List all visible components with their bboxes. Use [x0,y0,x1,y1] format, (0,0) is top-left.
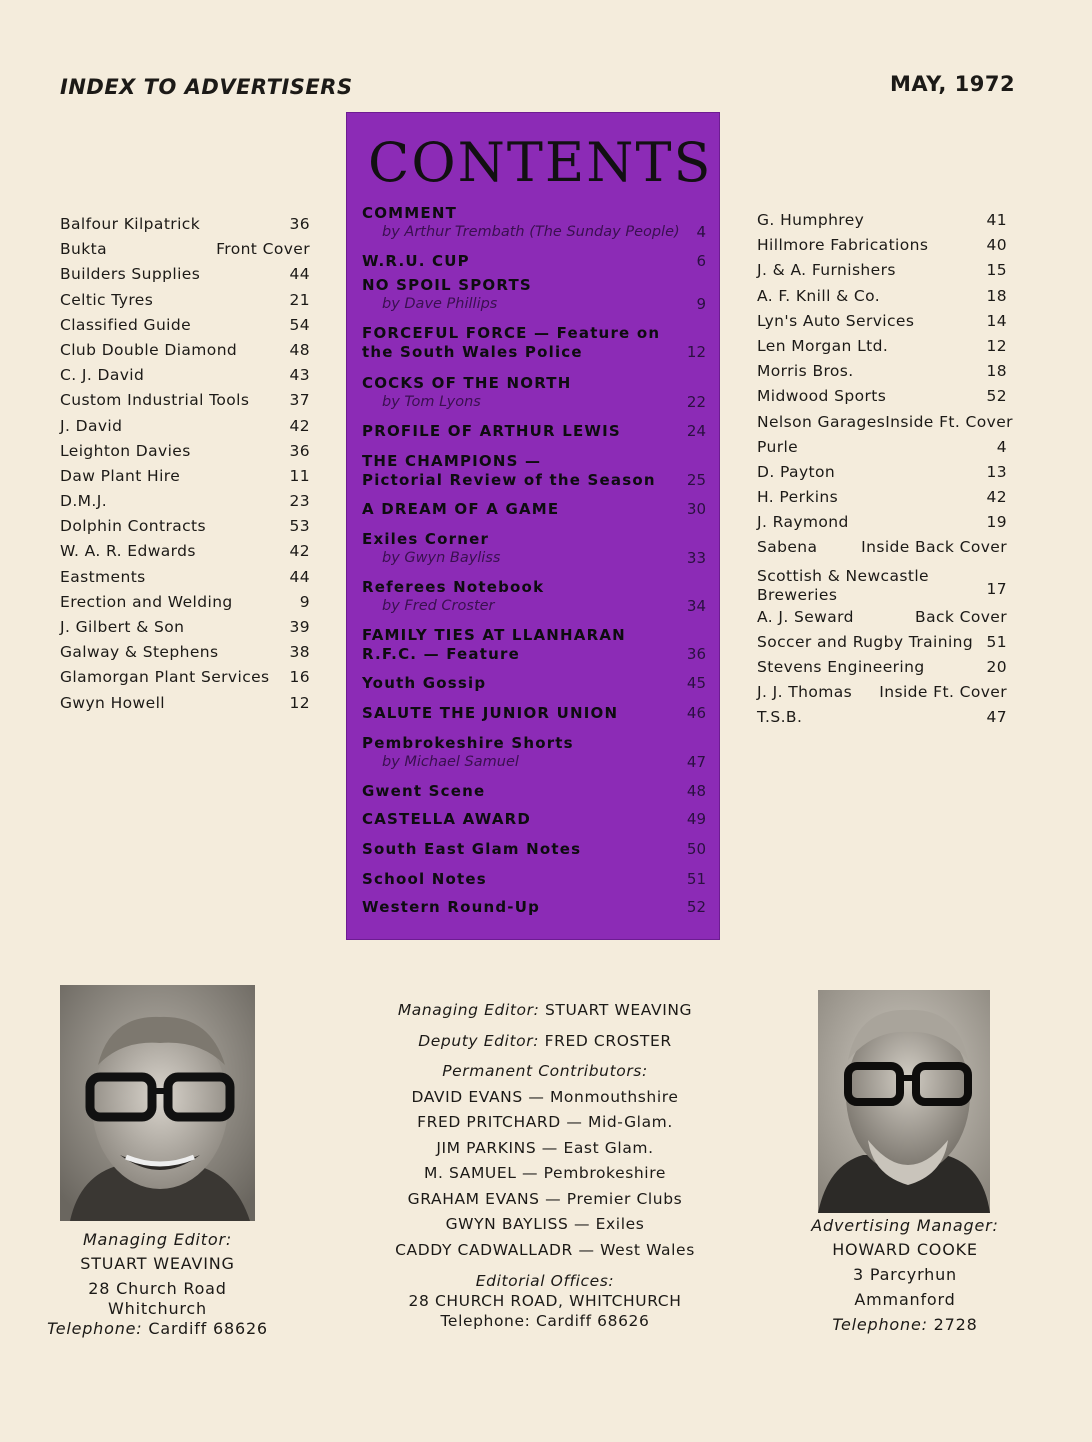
contributors-list [340,1085,750,1264]
advertiser-row [60,565,310,590]
advertiser-name-cont: Breweries [757,585,838,604]
advertiser-name: Lyn's Auto Services [757,311,915,330]
advertiser-name: A. F. Knill & Co. [757,286,881,305]
contents-entry-title-cont: R.F.C. — Feature [362,645,520,663]
advertiser-name: Midwood Sports [757,387,887,406]
contents-entry-byline: by Michael Samuel [382,754,519,770]
advertiser-row [757,410,1013,435]
contents-entry-title: FORCEFUL FORCE — Feature on [362,324,661,342]
advertiser-page: 19 [986,513,1007,532]
advertiser-page: 48 [289,340,310,359]
advertiser-name: Celtic Tyres [60,290,154,309]
issue-date: MAY, 1972 [890,72,1016,96]
advertiser-page: 38 [289,643,310,662]
advertising-manager-photo [818,990,990,1213]
advertising-manager-caption [800,1216,1010,1335]
advertiser-page: 14 [986,311,1007,330]
managing-editor-caption [40,1230,275,1339]
contents-entry-title: SALUTE THE JUNIOR UNION [362,704,619,722]
advertiser-row [757,605,1007,630]
advertiser-page: 4 [996,437,1007,456]
advertiser-row [60,414,310,439]
advertiser-row [757,284,1007,309]
advertiser-name: Stevens Engineering [757,658,925,676]
contents-entry-page: 6 [696,252,706,270]
advertiser-row [60,615,310,640]
caption-address2: Whitchurch [108,1299,207,1318]
contents-entry-title: Pembrokeshire Shorts [362,734,574,752]
contents-entry-title: COCKS OF THE NORTH [362,374,572,392]
contents-entry-page: 30 [686,500,706,518]
deputy-editor-name: FRED CROSTER [544,1031,672,1050]
contents-entry-title: CASTELLA AWARD [362,810,532,828]
advertiser-row [757,535,1007,560]
contributor-line: GWYN BAYLISS — Exiles [445,1215,645,1233]
advertiser-page: 13 [986,462,1007,481]
advertiser-name: Erection and Welding [60,592,233,611]
advertiser-row [757,680,1007,705]
contributors-label: Permanent Contributors: [442,1062,648,1080]
contents-entry-page: 47 [686,753,706,771]
advertiser-name: Balfour Kilpatrick [60,215,201,233]
advertiser-row [757,510,1007,535]
advertiser-name: C. J. David [60,366,145,385]
advertiser-row [60,388,310,413]
advertiser-page: 23 [289,492,310,511]
advertiser-name: J. Gilbert & Son [60,618,185,636]
contributor-line: DAVID EVANS — Monmouthshire [411,1087,679,1106]
advertiser-name: Eastments [60,567,146,586]
advertiser-page: Back Cover [915,607,1007,626]
contents-entry [362,704,712,723]
caption-tel-value: Cardiff 68626 [148,1319,268,1338]
offices-label: Editorial Offices: [475,1272,615,1290]
advertiser-name: Purle [757,437,799,456]
advertiser-page: Inside Back Cover [861,538,1007,557]
advertiser-page: 42 [289,542,310,561]
advertiser-page: 36 [289,441,310,460]
caption-name: HOWARD COOKE [832,1240,978,1259]
contents-entry-title: A DREAM OF A GAME [362,500,560,518]
contents-entry [362,452,712,490]
contributor-line: CADDY CADWALLADR — West Wales [395,1240,695,1259]
offices-telephone: Telephone: Cardiff 68626 [440,1312,650,1330]
advertiser-row [60,691,310,716]
contents-entry-title: South East Glam Notes [362,840,582,858]
contents-entry [362,626,712,664]
contents-entry-title-cont: Pictorial Review of the Season [362,471,656,489]
advertiser-row [757,208,1007,233]
advertiser-page: 47 [986,708,1007,727]
contents-entry [362,578,712,616]
contents-entry-byline: by Gwyn Bayliss [382,550,501,566]
contents-entry [362,422,712,441]
contents-entry-page: 49 [686,810,706,828]
advertiser-name: Scottish & Newcastle [757,566,929,585]
advertiser-page: 39 [289,618,310,636]
contributor-line: M. SAMUEL — Pembrokeshire [424,1164,666,1182]
contents-title: CONTENTS [368,131,713,194]
advertiser-row [60,640,310,665]
contents-entry [362,870,712,889]
advertiser-row [60,212,310,237]
contents-entry-page: 48 [686,782,706,800]
contributor-line: FRED PRITCHARD — Mid-Glam. [417,1113,673,1131]
deputy-editor-label: Deputy Editor: [418,1031,540,1050]
contents-entry-page: 9 [696,295,706,313]
contents-entry-title-cont: the South Wales Police [362,343,583,361]
contents-entry [362,782,712,801]
advertiser-page: 41 [986,211,1007,229]
advertiser-row [60,237,310,262]
advertiser-row [60,665,310,690]
contents-entry-title: School Notes [362,870,487,888]
advertiser-row [757,233,1007,258]
managing-editor-label: Managing Editor: [397,1001,540,1019]
advertiser-name: Club Double Diamond [60,340,238,359]
advertiser-name: D.M.J. [60,492,108,511]
contents-entry-title: Youth Gossip [362,674,487,692]
advertiser-name: Dolphin Contracts [60,517,206,536]
caption-tel-label: Telephone: [47,1319,143,1338]
contents-entry [362,324,712,362]
advertiser-row [60,288,310,313]
contents-entry-title: NO SPOIL SPORTS [362,276,532,294]
advertiser-row [757,359,1007,384]
caption-role: Managing Editor: [82,1230,233,1249]
advertiser-name: J. J. Thomas [757,683,853,702]
advertiser-name: A. J. Seward [757,607,854,626]
advertiser-page: 54 [289,315,310,334]
advertiser-page: 21 [289,290,310,309]
contents-entry [362,898,712,917]
advertiser-page: 11 [289,466,310,485]
advertiser-row [757,655,1007,680]
advertiser-page: 36 [289,215,310,233]
advertiser-row [60,514,310,539]
advertiser-list-left [60,212,310,716]
advertiser-row [60,338,310,363]
advertiser-page: 20 [986,658,1007,676]
advertiser-row [757,485,1007,510]
advertiser-row [757,309,1007,334]
advertiser-row [60,262,310,287]
advertiser-page: 53 [289,517,310,536]
caption-name: STUART WEAVING [80,1254,235,1273]
contents-entry-page: 51 [686,870,706,888]
advertiser-page: 52 [986,387,1007,406]
advertiser-name: Gwyn Howell [60,693,165,712]
contents-entry-title: W.R.U. CUP [362,252,470,270]
contents-panel [346,112,720,940]
contents-entry [362,252,712,271]
advertiser-page: 42 [986,488,1007,507]
contents-entry-byline: by Fred Croster [382,598,495,614]
caption-tel-value: 2728 [933,1315,978,1334]
contents-entry-title: Referees Notebook [362,578,545,596]
advertiser-name: Custom Industrial Tools [60,391,250,410]
contributor-line: JIM PARKINS — East Glam. [436,1138,654,1157]
managing-editor-name: STUART WEAVING [544,1001,693,1019]
advertiser-row [757,460,1007,485]
contents-entry [362,276,712,314]
contents-entry-page: 52 [686,898,706,916]
advertiser-page: Front Cover [216,240,310,259]
advertiser-name: Galway & Stephens [60,643,219,662]
advertiser-row [757,334,1007,359]
contents-entry-page: 4 [696,223,706,241]
advertiser-row [60,489,310,514]
advertiser-name: G. Humphrey [757,211,865,229]
advertiser-name: J. & A. Furnishers [757,261,896,280]
advertiser-page: 42 [289,416,310,435]
advertiser-name: D. Payton [757,462,836,481]
advertiser-row [60,590,310,615]
advertiser-page: 44 [289,265,310,284]
contents-entry-page: 46 [686,704,706,722]
advertiser-row [757,258,1007,283]
caption-role: Advertising Manager: [811,1216,999,1235]
contents-entry [362,674,712,693]
contents-entry [362,810,712,829]
advertiser-name: Sabena [757,538,818,557]
contents-entry-page: 25 [686,471,706,489]
advertiser-name: W. A. R. Edwards [60,542,196,561]
advertiser-row [60,539,310,564]
contents-entry-title: Exiles Corner [362,530,490,548]
contents-entry-page: 33 [686,549,706,567]
advertiser-page: 43 [289,366,310,385]
contents-entry-page: 45 [686,674,706,692]
contents-entry-title: FAMILY TIES AT LLANHARAN [362,626,626,644]
contents-entry-title: Gwent Scene [362,782,486,800]
advertiser-name: Morris Bros. [757,362,854,381]
advertiser-page: 44 [289,567,310,586]
advertiser-name: Nelson Garages [757,412,886,431]
advertiser-row [60,313,310,338]
advertiser-page: 12 [986,336,1007,355]
advertiser-row [60,439,310,464]
contents-entry-title: THE CHAMPIONS — [362,452,542,470]
advertiser-name: T.S.B. [757,708,803,727]
managing-editor-photo [60,985,255,1221]
contents-entry [362,374,712,412]
advertiser-name: Daw Plant Hire [60,466,181,485]
contents-entry-page: 36 [686,645,706,663]
contributor-line: GRAHAM EVANS — Premier Clubs [407,1189,683,1208]
contents-entry [362,734,712,772]
advertiser-row [757,705,1007,730]
contents-entry-page: 12 [686,343,706,361]
advertiser-row [60,464,310,489]
advertiser-name: Glamorgan Plant Services [60,668,270,687]
advertiser-name: Leighton Davies [60,441,191,460]
contents-entry-page: 22 [686,393,706,411]
contents-entry-byline: by Tom Lyons [382,394,481,410]
contents-entry-page: 24 [686,422,706,440]
caption-tel-label: Telephone: [832,1315,928,1334]
advertiser-page: 12 [289,693,310,712]
contents-entry-title: PROFILE OF ARTHUR LEWIS [362,422,621,440]
contents-entry-byline: by Arthur Trembath (The Sunday People) [382,224,680,240]
caption-address2: Ammanford [854,1290,956,1309]
advertiser-name: Builders Supplies [60,265,201,284]
contents-entry [362,500,712,519]
contents-entry-title: Western Round-Up [362,898,541,916]
advertiser-name: Classified Guide [60,315,192,334]
contents-entry [362,204,712,242]
advertiser-page: 18 [986,362,1007,381]
advertiser-page: 17 [986,579,1007,598]
advertiser-name: J. Raymond [757,513,849,532]
offices-address: 28 CHURCH ROAD, WHITCHURCH [408,1292,682,1310]
advertiser-name: Bukta [60,240,108,259]
contents-entry-title: COMMENT [362,204,458,222]
advertiser-name: H. Perkins [757,488,839,507]
caption-address1: 28 Church Road [88,1279,227,1298]
editorial-credits [340,998,750,1331]
advertiser-page: 40 [986,236,1007,255]
advertiser-page: Inside Ft. Cover [879,683,1007,702]
advertiser-page: 51 [986,632,1007,651]
advertiser-row [757,384,1007,409]
contents-entry-page: 34 [686,597,706,615]
advertiser-page: 37 [289,391,310,410]
index-heading: INDEX TO ADVERTISERS [60,75,353,99]
advertiser-row [60,363,310,388]
advertiser-page: 15 [986,261,1007,280]
contents-entry-byline: by Dave Phillips [382,296,498,312]
advertiser-page: Inside Ft. Cover [885,412,1013,431]
advertiser-row [757,561,1007,605]
advertiser-list-right [757,208,1013,731]
caption-address1: 3 Parcyrhun [852,1265,957,1284]
advertiser-page: 18 [986,286,1007,305]
contents-entry-page: 50 [686,840,706,858]
contents-entry [362,530,712,568]
advertiser-row [757,435,1007,460]
advertiser-row [757,630,1007,655]
advertiser-name: Len Morgan Ltd. [757,336,889,355]
advertiser-name: Soccer and Rugby Training [757,632,974,651]
contents-entry [362,840,712,859]
advertiser-page: 16 [289,668,310,687]
advertiser-page: 9 [299,592,310,611]
advertiser-name: Hillmore Fabrications [757,236,929,255]
advertiser-name: J. David [60,416,123,435]
